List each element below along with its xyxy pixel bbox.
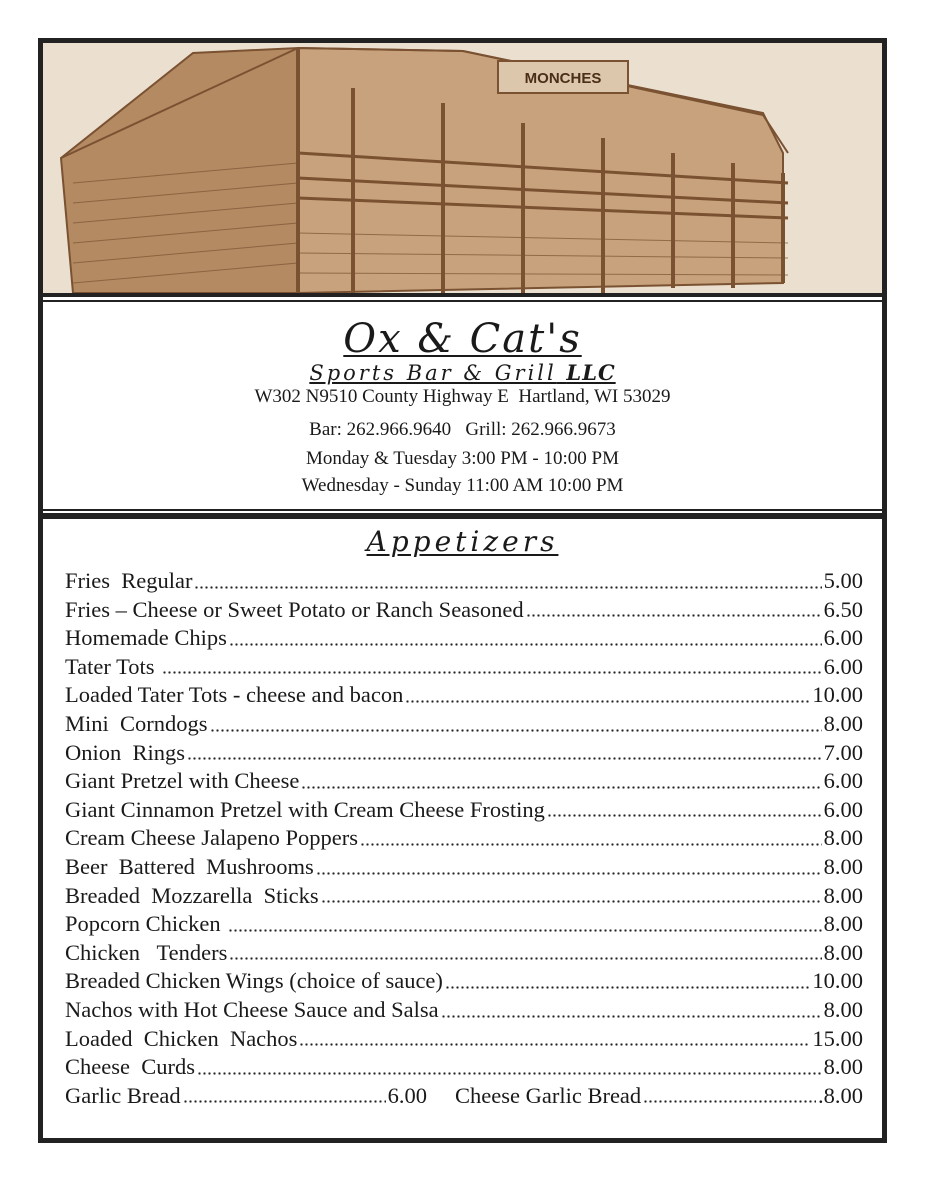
dot-leader	[183, 1100, 386, 1103]
item-price: 8.00	[823, 710, 863, 736]
sign-text: MONCHES	[524, 70, 602, 87]
dot-leader	[229, 957, 821, 960]
dot-leader	[197, 1072, 822, 1075]
menu-item	[65, 596, 863, 625]
item-price: 6.00	[823, 625, 863, 651]
menu-item	[65, 739, 863, 768]
item-name: Loaded Chicken Nachos	[65, 1025, 298, 1051]
item-price: 8.00	[823, 911, 863, 937]
dot-leader	[301, 786, 821, 789]
subtitle-suffix: LLC	[566, 360, 616, 385]
item-name: Fries – Cheese or Sweet Potato or Ranch Seasoned	[65, 596, 524, 622]
dot-leader	[643, 1100, 816, 1103]
menu-item	[65, 567, 863, 596]
menu-item	[65, 1082, 427, 1111]
item-name: Giant Cinnamon Pretzel with Cream Cheese Frosting	[65, 796, 545, 822]
section-title: Appetizers	[366, 525, 559, 558]
item-name: Cream Cheese Jalapeno Poppers	[65, 825, 359, 851]
building-sketch-image	[43, 43, 882, 293]
dot-leader	[360, 843, 822, 846]
dot-leader	[210, 729, 822, 732]
item-name: Mini Corndogs	[65, 710, 208, 736]
item-price: 6.00	[823, 653, 863, 679]
restaurant-header	[43, 305, 882, 510]
subtitle-text: Sports Bar & Grill	[309, 361, 557, 385]
item-name: Cheese Curds	[65, 1054, 195, 1080]
dot-leader	[194, 586, 821, 589]
item-price: 15.00	[812, 1025, 863, 1051]
item-price: 8.00	[823, 825, 863, 851]
item-price: 6.00	[823, 796, 863, 822]
item-name: Cheese Garlic Bread	[455, 1082, 642, 1108]
item-name: Onion Rings	[65, 739, 186, 765]
dot-leader	[441, 1015, 822, 1018]
dot-leader	[228, 929, 821, 932]
hours-weekend: Wednesday - Sunday 11:00 AM 10:00 PM	[301, 475, 624, 496]
item-name: Garlic Bread	[65, 1082, 181, 1108]
item-name: Homemade Chips	[65, 625, 227, 651]
item-price: 5.00	[823, 568, 863, 593]
item-name: Tater Tots	[65, 653, 161, 679]
dot-leader	[405, 700, 810, 703]
restaurant-subtitle	[43, 361, 882, 385]
item-name: Nachos with Hot Cheese Sauce and Salsa	[65, 996, 439, 1022]
menu-item	[65, 710, 863, 739]
item-name: Beer Battered Mushrooms	[65, 853, 314, 879]
menu-item	[65, 996, 863, 1025]
item-price: 10.00	[812, 682, 863, 708]
menu-item	[65, 939, 863, 968]
menu-item	[65, 653, 863, 682]
dot-leader	[526, 614, 822, 617]
item-price: 8.00	[823, 996, 863, 1022]
menu-item	[455, 1082, 863, 1111]
item-price: 7.00	[823, 739, 863, 765]
item-price: 6.00	[823, 768, 863, 794]
phone-numbers: Bar: 262.966.9640 Grill: 262.966.9673	[309, 419, 616, 440]
menu-item	[65, 824, 863, 853]
item-name: Breaded Mozzarella Sticks	[65, 882, 319, 908]
item-price: .8.00	[818, 1082, 863, 1108]
item-name: Giant Pretzel with Cheese	[65, 768, 300, 794]
item-price: 8.00	[823, 939, 863, 965]
dot-leader	[547, 814, 822, 817]
menu-item	[65, 767, 863, 796]
menu-item	[65, 882, 863, 911]
dot-leader	[229, 643, 822, 646]
divider	[43, 300, 882, 302]
appetizer-list	[65, 567, 863, 1110]
menu-item	[65, 910, 863, 939]
address: W302 N9510 County Highway E Hartland, WI 53029	[254, 386, 671, 407]
item-name: Popcorn Chicken	[65, 911, 227, 937]
item-price: 6.50	[823, 596, 863, 622]
building-illustration	[43, 43, 882, 297]
item-price: 6.00	[387, 1082, 427, 1108]
menu-page	[38, 38, 887, 1143]
dot-leader	[162, 671, 821, 674]
restaurant-name: Ox & Cat's	[343, 316, 582, 362]
hours-weekday: Monday & Tuesday 3:00 PM - 10:00 PM	[305, 448, 620, 469]
item-price: 8.00	[823, 1054, 863, 1080]
menu-item	[65, 796, 863, 825]
item-price: 8.00	[823, 882, 863, 908]
menu-item	[65, 681, 863, 710]
menu-item	[65, 1053, 863, 1082]
dot-leader	[187, 757, 822, 760]
menu-item	[65, 967, 863, 996]
menu-item-pair	[65, 1082, 863, 1111]
menu-item	[65, 624, 863, 653]
dot-leader	[316, 872, 822, 875]
item-name: Chicken Tenders	[65, 939, 228, 965]
dot-leader	[445, 986, 810, 989]
divider	[43, 509, 882, 511]
item-name: Loaded Tater Tots - cheese and bacon	[65, 682, 404, 708]
divider-thick	[43, 513, 882, 519]
menu-item	[65, 1025, 863, 1054]
item-name: Breaded Chicken Wings (choice of sauce)	[65, 968, 443, 994]
dot-leader	[321, 900, 822, 903]
dot-leader	[299, 1043, 810, 1046]
item-name: Fries Regular	[65, 568, 193, 593]
item-price: 10.00	[812, 968, 863, 994]
menu-item	[65, 853, 863, 882]
item-price: 8.00	[823, 853, 863, 879]
